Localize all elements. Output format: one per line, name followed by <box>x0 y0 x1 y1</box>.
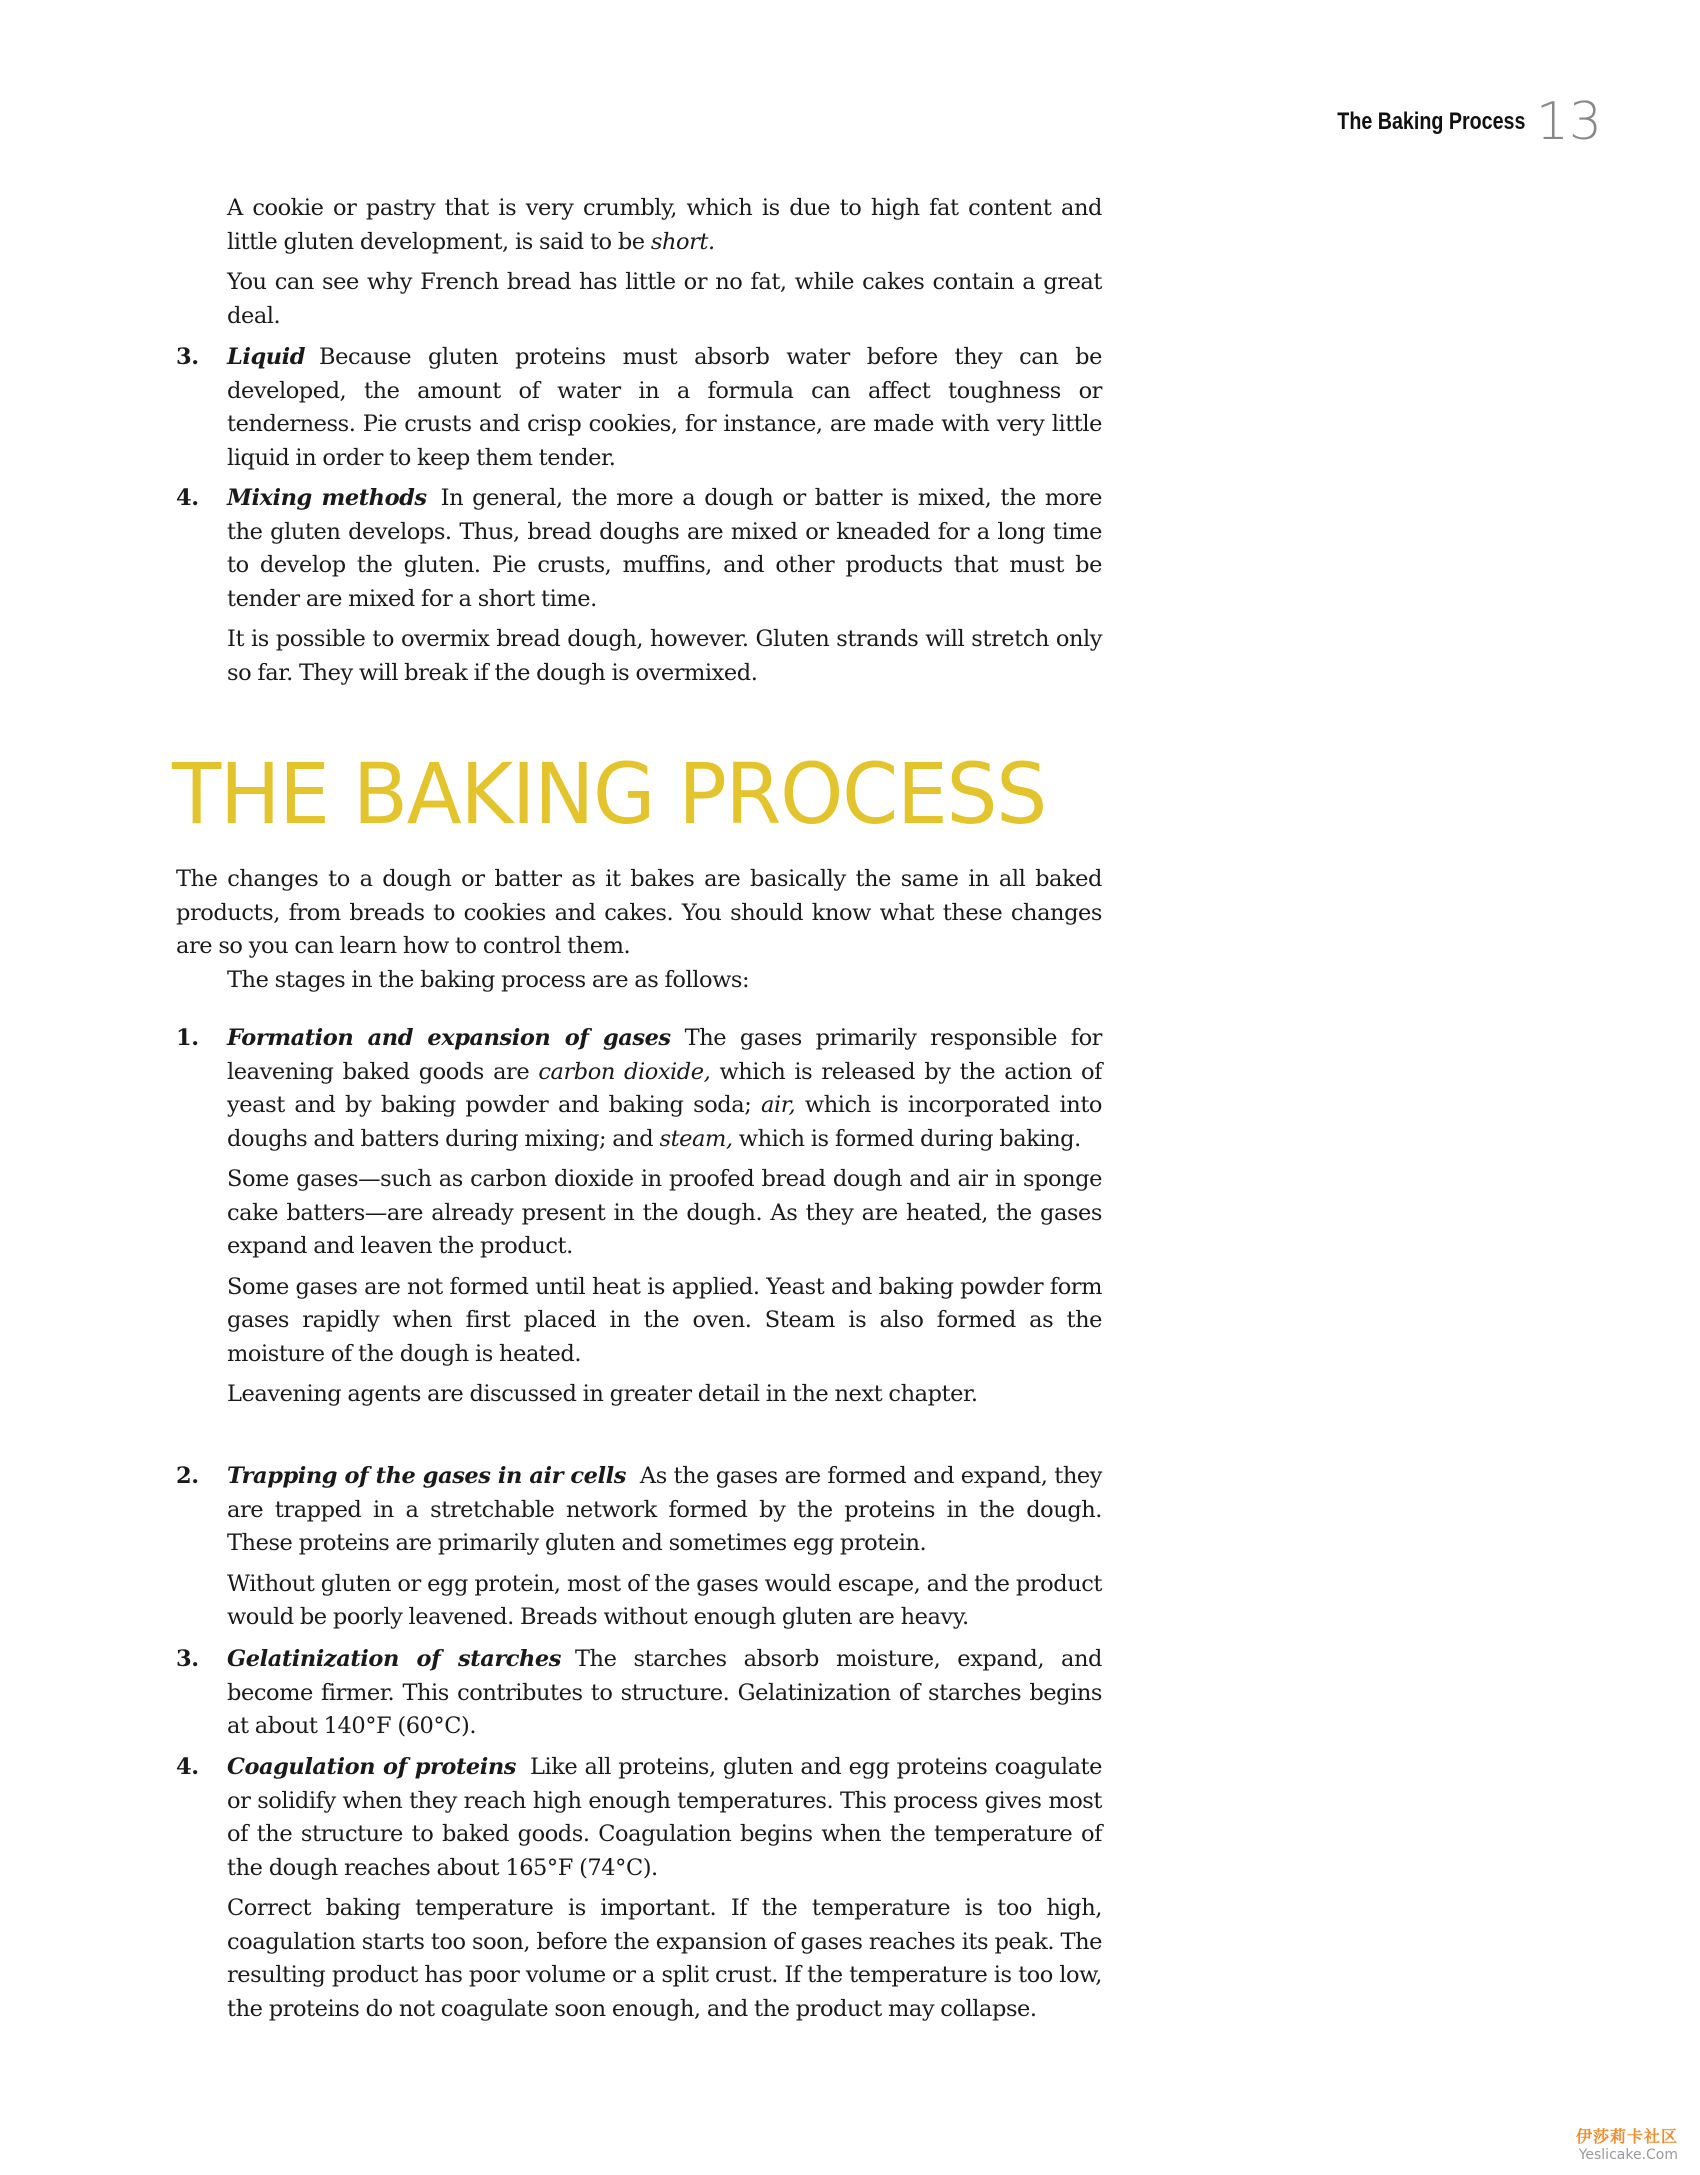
list-term: Formation and expansion of gases <box>227 1025 671 1051</box>
running-head <box>1296 92 1602 152</box>
list-text: Like all proteins, gluten and egg proteins coagulate or solidify when they reach high enough temperatures. This process gives most of the structure to baked goods. Coagulation begins when the temperature of the dough reaches about 165°F (74°C). <box>227 1754 1102 1881</box>
intro-paragraph-short <box>227 192 1102 259</box>
intro-text-2: You can see why French bread has little or no fat, while cakes contain a great deal. <box>227 269 1102 329</box>
list-number: 1. <box>176 1025 199 1051</box>
list-number: 3. <box>176 344 199 370</box>
list-item-mixing-methods <box>176 482 1102 690</box>
list-term: Coagulation of proteins <box>227 1754 517 1780</box>
list-text: which is released by the action of yeast and by baking powder and baking soda; <box>227 1058 1102 1118</box>
section-intro-text: The changes to a dough or batter as it bakes are basically the same in all baked products, from breads to cookies and cakes. You should know what these changes are so you can learn how to control them. <box>176 866 1102 959</box>
list-extra-text: Without gluten or egg protein, most of the gases would escape, and the product would be poorly leavened. Breads without enough gluten are heavy. <box>227 1570 1102 1630</box>
watermark-cn: 伊莎莉卡社区 <box>1575 2127 1678 2146</box>
list-italic-term: steam, <box>659 1125 733 1152</box>
list-item-coagulation <box>176 1751 1102 2026</box>
list-term: Mixing methods <box>227 485 427 511</box>
section-title: THE BAKING PROCESS <box>172 745 1046 843</box>
list-text: The gases primarily responsible for leavening baked goods are <box>227 1025 1102 1085</box>
list-text: In general, the more a dough or batter is mixed, the more the gluten develops. Thus, bread doughs are mixed or kneaded for a long time to develop the gluten. Pie crusts, muffins, and other products that must be tender are mixed for a short time. <box>227 485 1102 612</box>
page-number: 13 <box>1535 92 1602 152</box>
list-term: Trapping of the gases in air cells <box>227 1463 626 1489</box>
list-extra-text: Correct baking temperature is important. If the temperature is too high, coagulation starts too soon, before the expansion of gases reaches its peak. The resulting product has poor volume or a split crust. If the temperature is too low, the proteins do not coagulate soon enough, and the product may collapse. <box>227 1895 1102 2022</box>
list-term: Gelatinization of starches <box>227 1646 561 1672</box>
list-italic-term: air, <box>761 1092 796 1118</box>
watermark-en: Yeslicake.Com <box>1578 2147 1678 2163</box>
list-text: As the gases are formed and expand, they are trapped in a stretchable network formed by the proteins in the dough. These proteins are primarily gluten and sometimes egg protein. <box>227 1463 1102 1556</box>
list-item-gelatinization <box>176 1643 1102 1744</box>
list-number: 2. <box>176 1463 199 1489</box>
list-term: Liquid <box>227 344 306 370</box>
section-intro <box>176 863 1102 997</box>
list-number: 3. <box>176 1646 199 1672</box>
watermark <box>1576 2124 1678 2163</box>
list-text: which is incorporated into doughs and batters during mixing; and <box>227 1092 1103 1152</box>
list-extra-text: Some gases—such as carbon dioxide in proofed bread dough and air in sponge cake batters—are already present in the dough. As they are heated, the gases expand and leaven the product. <box>227 1166 1102 1259</box>
list-text: Because gluten proteins must absorb water before they can be developed, the amount of water in a formula can affect toughness or tenderness. Pie crusts and crisp cookies, for instance, are made with very little liquid in order to keep them tender. <box>227 344 1102 471</box>
list-item-trapping-of-gases <box>176 1460 1102 1635</box>
running-title: The Baking Process <box>1337 108 1526 135</box>
section-lead-text: The stages in the baking process are as follows: <box>227 966 750 993</box>
list-extra-text: Leavening agents are discussed in greater detail in the next chapter. <box>227 1381 978 1407</box>
list-text: The starches absorb moisture, expand, and become firmer. This contributes to structure. Gelatinization of starches begins at about 140°F (60°C). <box>227 1646 1102 1739</box>
intro-text: A cookie or pastry that is very crumbly, which is due to high fat content and little gluten development, is said to be <box>227 195 1102 255</box>
list-item-liquid <box>176 341 1102 475</box>
list-number: 4. <box>176 1754 199 1780</box>
list-text: which is formed during baking. <box>732 1125 1081 1152</box>
list-italic-term: carbon dioxide, <box>538 1058 711 1085</box>
list-extra-text: Some gases are not formed until heat is applied. Yeast and baking powder form gases rapidly when first placed in the oven. Steam is also formed as the moisture of the dough is heated. <box>227 1273 1102 1367</box>
intro-paragraph-french-bread <box>227 266 1102 333</box>
intro-term-short: short. <box>650 228 715 255</box>
list-extra-text: It is possible to overmix bread dough, however. Gluten strands will stretch only so far. They will break if the dough is overmixed. <box>227 626 1102 686</box>
list-number: 4. <box>176 485 199 511</box>
list-item-formation-of-gases <box>176 1022 1102 1412</box>
